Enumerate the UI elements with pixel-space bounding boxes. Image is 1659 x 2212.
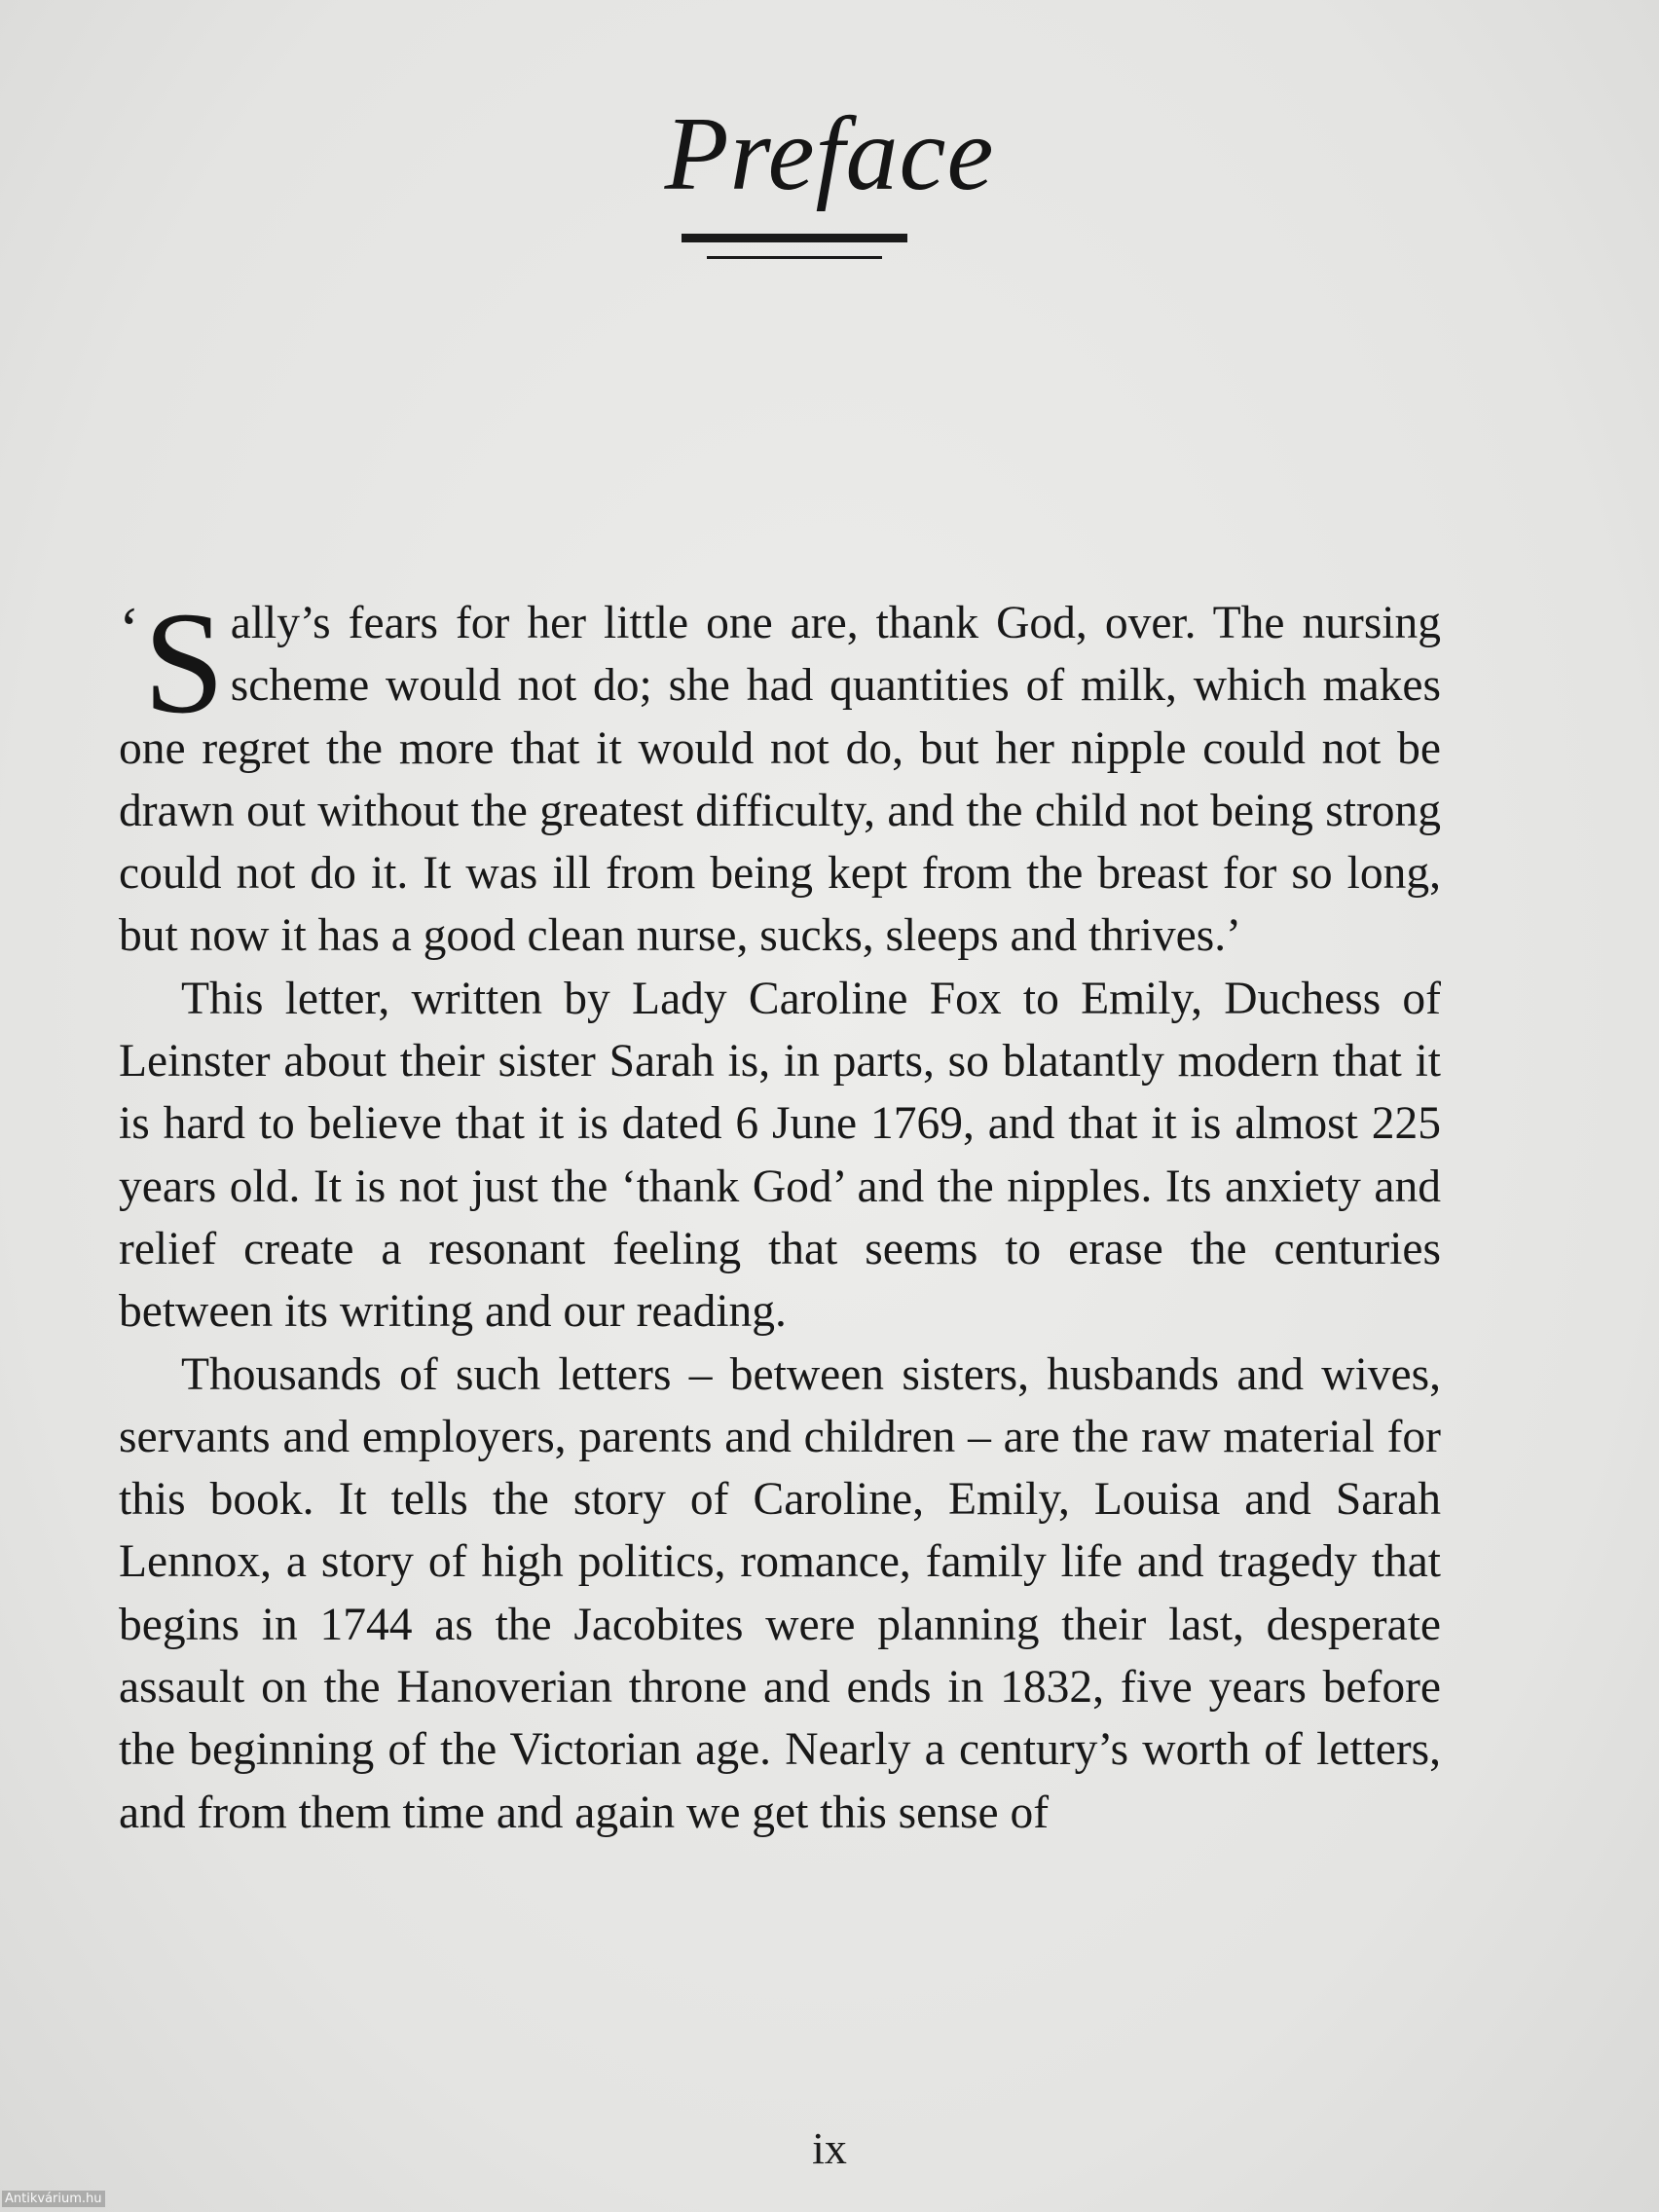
page-number: ix (812, 2123, 847, 2173)
title-rule-thick (682, 234, 907, 242)
chapter-title: Preface (664, 96, 995, 212)
paragraph-3: Thousands of such letters – between sisters, husbands and wives, servants and employers, parents and children – are the raw material for this book. It tells the story of Caroline, Emily, Louisa and Sarah Lennox, a story of high politics, romance, family life and tragedy that begins in 1744 as the Jacobites were planning their last, desperate assault on the Hanoverian throne and ends in 1832, five years before the beginning of the Victorian age. Nearly a century’s worth of letters, and from them time and again we get this sense of (119, 1348, 1441, 1838)
body-text (119, 582, 1441, 1844)
watermark-text: Antikvárium.hu (2, 2191, 105, 2207)
drop-cap: S (143, 582, 225, 744)
paragraph-1 (119, 582, 1441, 968)
paragraph-1-text: ally’s fears for her little one are, thank God, over. The nursing scheme would not do; she had quantities of milk, which makes one regret the more that it would not do, but her nipple could not be drawn out without the greatest difficulty, and the child not being strong could not do it. It was ill from being kept from the breast for so long, but now it has a good clean nurse, sucks, sleeps and thrives.’ (119, 598, 1441, 962)
title-rule-thin (707, 256, 882, 259)
paragraph-2: This letter, written by Lady Caroline Fox to Emily, Duchess of Leinster about their sister Sarah is, in parts, so blatantly modern that it is hard to believe that it is dated 6 June 1769, and that it is almost 225 years old. It is not just the ‘thank God’ and the nipples. Its anxiety and relief create a resonant feeling that seems to erase the centuries between its writing and our reading. (119, 973, 1441, 1338)
opening-quote-mark: ‘ (119, 594, 140, 663)
